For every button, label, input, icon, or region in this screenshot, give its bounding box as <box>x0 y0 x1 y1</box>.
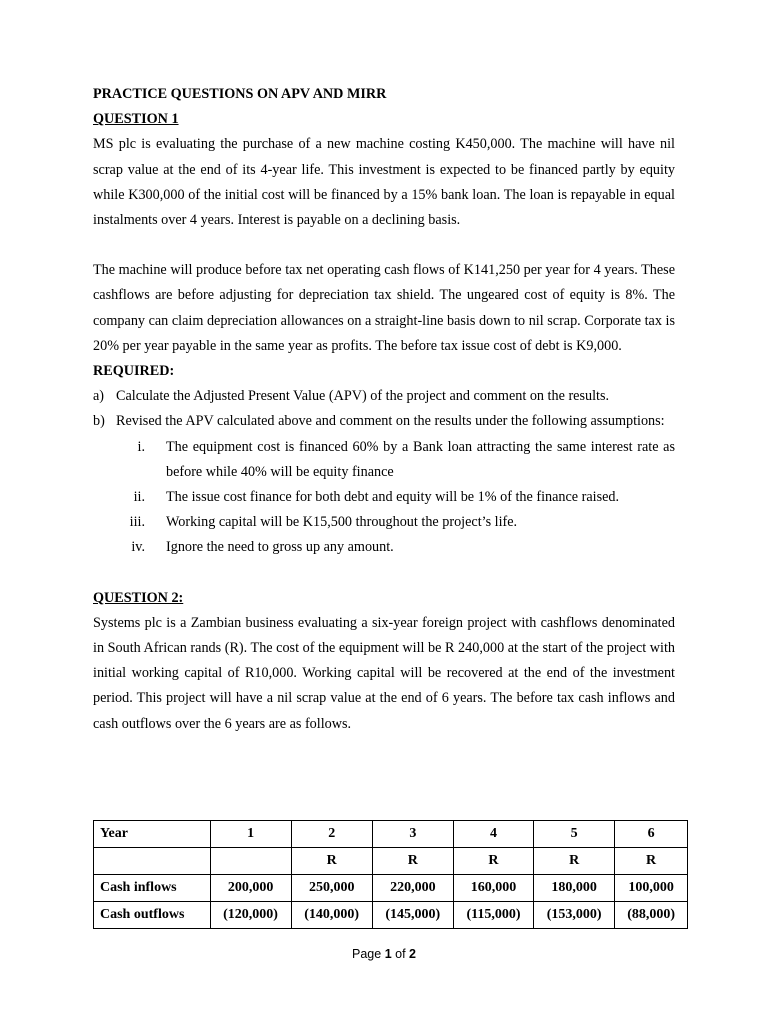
required-item-a <box>93 384 675 409</box>
assumption-item <box>93 435 675 485</box>
table-row-cash-inflows <box>94 875 688 902</box>
assumption-text: The issue cost finance for both debt and equity will be 1% of the finance raised. <box>166 489 620 506</box>
required-list <box>93 384 675 434</box>
table-cell: 200,000 <box>210 875 291 902</box>
table-cell: R <box>291 848 372 875</box>
table-cell: R <box>615 848 688 875</box>
table-cell <box>94 848 211 875</box>
table-cell: Cash outflows <box>94 902 211 929</box>
table-cell: Cash inflows <box>94 875 211 902</box>
cashflow-table <box>93 820 688 929</box>
table-cell: (88,000) <box>615 902 688 929</box>
table-header-row <box>94 821 688 848</box>
question-2-heading: QUESTION 2: <box>93 589 184 606</box>
assumption-marker: iv. <box>131 539 145 556</box>
assumption-marker: ii. <box>133 489 145 506</box>
document-title: PRACTICE QUESTIONS ON APV AND MIRR <box>93 86 387 102</box>
question-1-heading: QUESTION 1 <box>93 111 179 128</box>
question-2-paragraph: Systems plc is a Zambian business evaluating a six-year foreign project with cashflows denominated in South African rands (R). The cost of the equipment will be R 240,000 at the start of the project with initial working capital of R10,000. Working capital will be recovered at the end of the investment period. This project will have a nil scrap value at the end of 6 years. The before tax cash inflows and cash outflows over the 6 years are as follows. <box>93 614 675 732</box>
required-heading: REQUIRED: <box>93 363 175 380</box>
page-total: 2 <box>409 947 416 961</box>
assumption-item <box>93 535 675 560</box>
page-number: 1 <box>384 947 392 961</box>
assumption-text: The equipment cost is financed 60% by a Bank loan attracting the same interest rate as before while 40% will be equity finance <box>166 438 675 480</box>
table-currency-row <box>94 848 688 875</box>
table-cell: (140,000) <box>291 902 372 929</box>
table-cell: 1 <box>210 821 291 848</box>
table-cell: 2 <box>291 821 372 848</box>
required-item-marker: b) <box>93 413 105 430</box>
table-cell: 250,000 <box>291 875 372 902</box>
table-cell: R <box>372 848 453 875</box>
assumption-text: Ignore the need to gross up any amount. <box>166 539 394 556</box>
page-footer-prefix: Page <box>352 947 385 961</box>
assumptions-list <box>93 435 675 561</box>
table-cell <box>210 848 291 875</box>
table-cell: 180,000 <box>534 875 615 902</box>
required-item-text: Calculate the Adjusted Present Value (APV) of the project and comment on the results. <box>116 388 610 405</box>
assumption-marker: i. <box>137 438 145 455</box>
assumption-item <box>93 485 675 510</box>
table-cell: 5 <box>534 821 615 848</box>
table-cell: (153,000) <box>534 902 615 929</box>
table-cell: R <box>534 848 615 875</box>
table-cell: 100,000 <box>615 875 688 902</box>
document-page <box>93 82 675 737</box>
page-footer <box>0 947 768 961</box>
table-cell: (115,000) <box>453 902 533 929</box>
assumption-text: Working capital will be K15,500 throughout the project’s life. <box>166 514 518 531</box>
required-item-text: Revised the APV calculated above and comment on the results under the following assumptions: <box>116 413 665 430</box>
table-cell: (120,000) <box>210 902 291 929</box>
assumption-marker: iii. <box>129 514 145 531</box>
table-cell: 6 <box>615 821 688 848</box>
table-cell: Year <box>94 821 211 848</box>
required-item-marker: a) <box>93 388 105 405</box>
cashflow-table-body <box>94 821 688 929</box>
question-1-paragraph-2: The machine will produce before tax net operating cash flows of K141,250 per year for 4 years. These cashflows are before adjusting for depreciation tax shield. The ungeared cost of equity is 8%. The company can claim depreciation allowances on a straight-line basis down to nil scrap. Corporate tax is 20% per year payable in the same year as profits. The before tax issue cost of debt is K9,000. <box>93 262 675 354</box>
table-cell: 3 <box>372 821 453 848</box>
assumption-item <box>93 510 675 535</box>
table-cell: (145,000) <box>372 902 453 929</box>
table-cell: 160,000 <box>453 875 533 902</box>
page-footer-mid: of <box>391 947 410 961</box>
table-cell: 220,000 <box>372 875 453 902</box>
table-cell: R <box>453 848 533 875</box>
table-row-cash-outflows <box>94 902 688 929</box>
question-1-paragraph-1: MS plc is evaluating the purchase of a new machine costing K450,000. The machine will have nil scrap value at the end of its 4-year life. This investment is expected to be financed partly by equity while K300,000 of the initial cost will be financed by a 15% bank loan. The loan is repayable in equal instalments over 4 years. Interest is payable on a declining basis. <box>93 136 675 229</box>
table-cell: 4 <box>453 821 533 848</box>
required-item-b <box>93 409 675 434</box>
